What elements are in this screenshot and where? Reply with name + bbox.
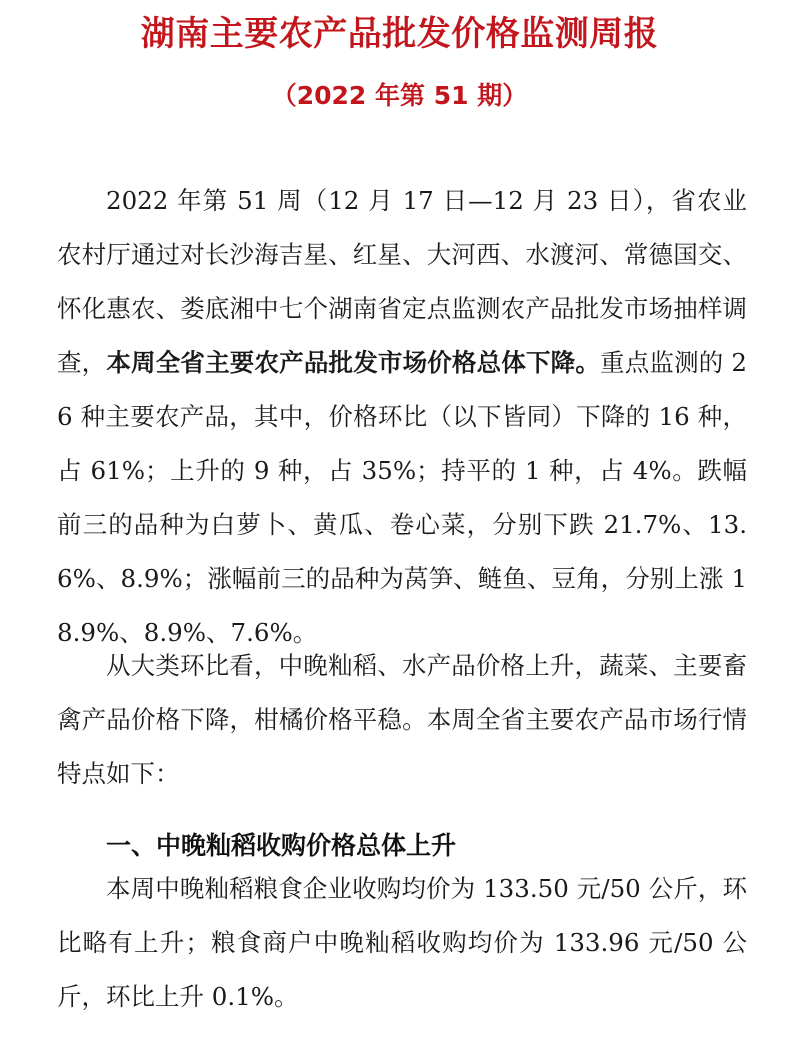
report-title: 湖南主要农产品批发价格监测周报	[140, 14, 659, 54]
summary-paragraph: 从大类环比看，中晚籼稻、水产品价格上升，蔬菜、主要畜禽产品价格下降，柑橘价格平稳。本周全省主要农产品市场行情特点如下：	[57, 651, 747, 788]
intro-key-finding: 本周全省主要农产品批发市场价格总体下降。	[106, 348, 601, 377]
intro-text: 2022 年第 51 周（12 月 17 日—12 月 23 日），省农业农村厅通过对长沙海吉星、红星、大河西、水渡河、常德国交、怀化惠农、娄底湘中七个湖南省定点监测农产品批发市场抽样调查，	[57, 186, 747, 377]
section-rice-paragraph: 本周中晚籼稻粮食企业收购均价为 133.50 元/50 公斤，环比略有上升；粮食商户中晚籼稻收购均价为 133.96 元/50 公斤，环比上升 0.1%。	[57, 874, 747, 1011]
issue-number: （2022 年第 51 期）	[271, 81, 528, 110]
intro-details: 重点监测的 26 种主要农产品，其中，价格环比（以下皆同）下降的 16 种，占 61%；上升的 9 种，占 35%；持平的 1 种，占 4%。跌幅前三的品种为白萝卜、黄瓜、卷心菜，分别下跌 21.7%、13.6%、8.9%；涨幅前三的品种为莴笋、鲢鱼、豆角，分别上涨 18.9%、8.9%、7.6%。	[57, 348, 748, 647]
intro-paragraph	[57, 174, 747, 660]
section-heading-rice: 一、中晚籼稻收购价格总体上升	[106, 831, 457, 860]
